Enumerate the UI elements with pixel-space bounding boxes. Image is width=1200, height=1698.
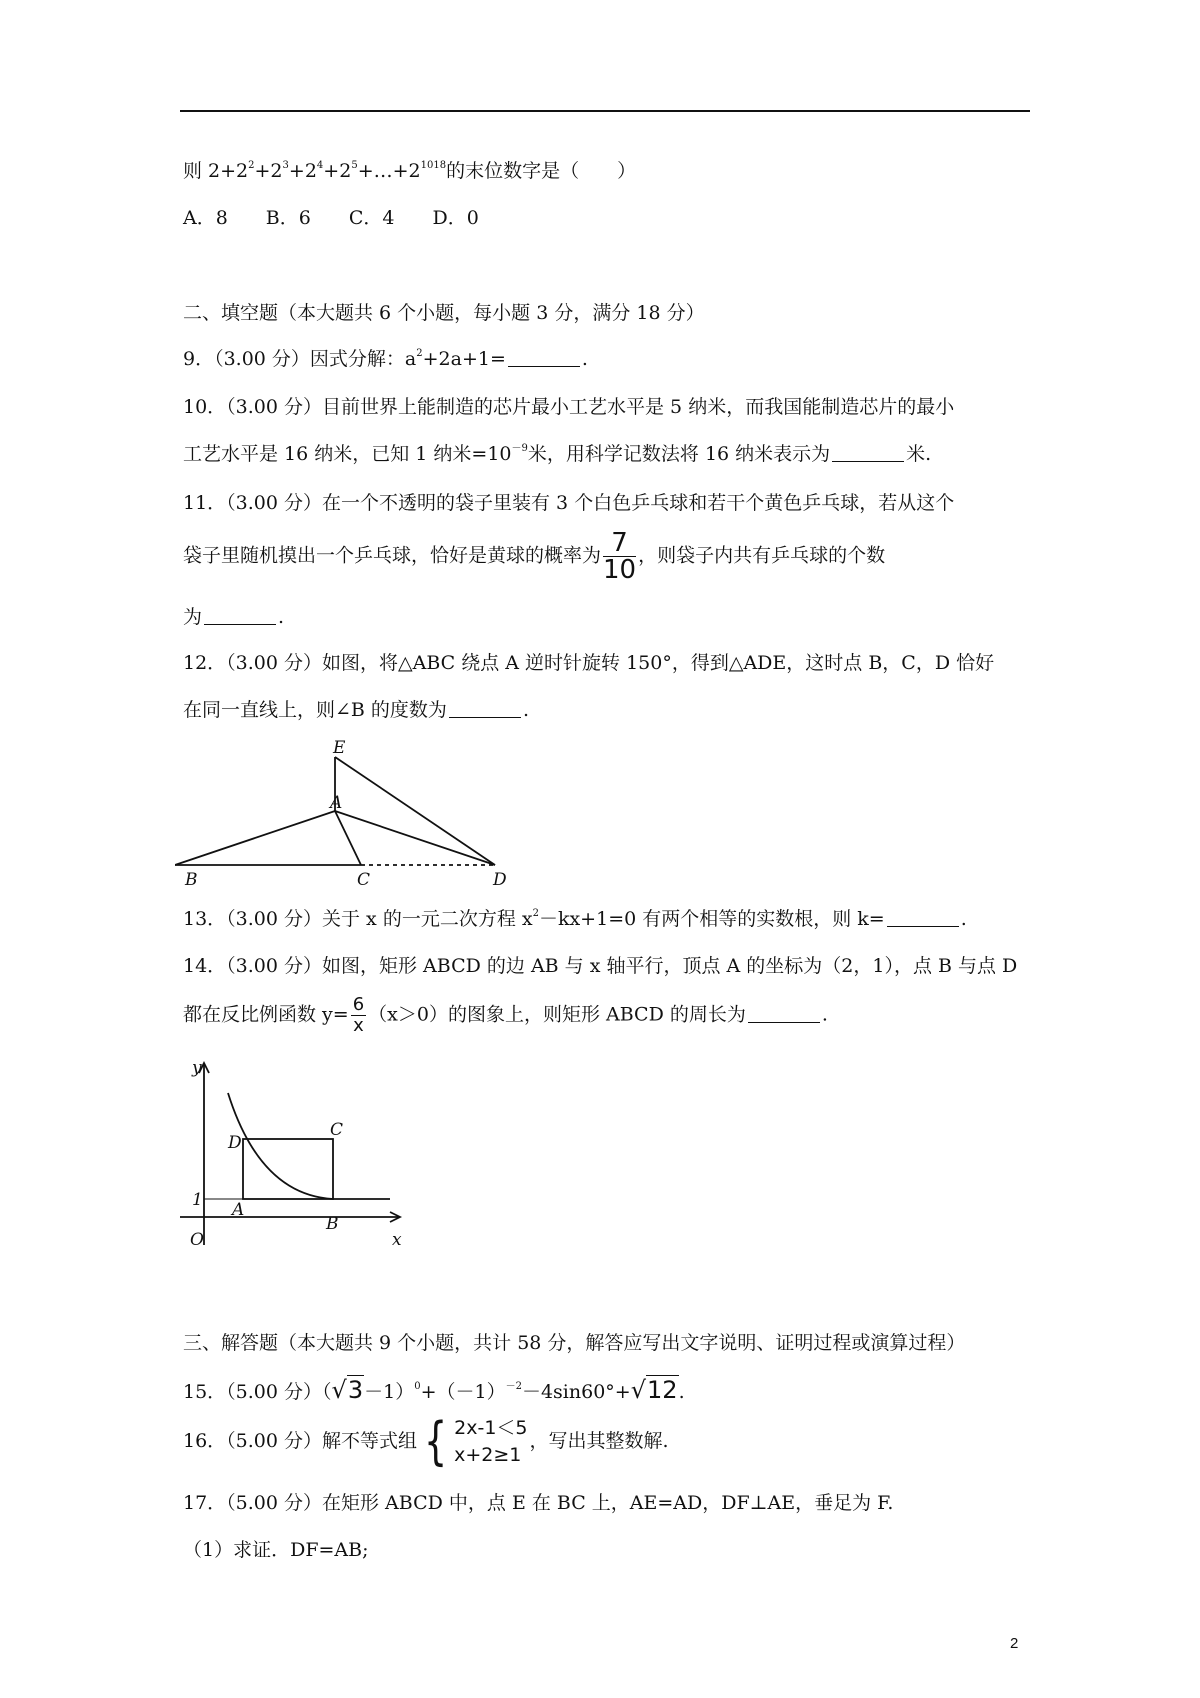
rectangle-hyperbola-figure <box>180 1055 420 1255</box>
answer-blank <box>832 445 904 462</box>
label-C: C <box>330 1120 344 1140</box>
label-B: B <box>326 1214 339 1234</box>
function-fraction: $\frac{6}{x}$ <box>352 994 365 1036</box>
question-12-line1: 12．（3.00 分）如图，将△ABC 绕点 A 逆时针旋转 150°，得到△ADE，这时点 B，C，D 恰好 <box>183 652 995 674</box>
label-D: D <box>493 870 507 890</box>
inequality-system: { 2x-1＜5 x+2≥1 <box>423 1412 528 1472</box>
label-O: O <box>190 1230 204 1250</box>
question-11-line1: 11．（3.00 分）在一个不透明的袋子里装有 3 个白色乒乓球和若干个黄色乒乓球，若从这个 <box>183 492 955 514</box>
section3-header: 三、解答题（本大题共 9 个小题，共计 58 分，解答应写出文字说明、证明过程或演算过程） <box>183 1332 966 1354</box>
probability-fraction: $\frac{7}{10}$ <box>603 528 637 585</box>
page-number: 2 <box>1010 1635 1019 1652</box>
label-x: x <box>392 1230 402 1250</box>
label-B: B <box>185 870 198 890</box>
question-9: 9．（3.00 分）因式分解：$a^2+2a+1=$ . <box>183 348 588 370</box>
answer-blank <box>204 608 276 625</box>
header-rule <box>180 110 1030 112</box>
triangle-rotation-figure <box>175 735 535 890</box>
question-10-line2: 工艺水平是 16 纳米，已知 1 纳米$=10^{-9}$米，用科学记数法将 16 纳米表示为 米. <box>183 443 932 465</box>
section2-header: 二、填空题（本大题共 6 个小题，每小题 3 分，满分 18 分） <box>183 302 705 324</box>
label-D: D <box>228 1133 242 1153</box>
label-A: A <box>330 793 343 813</box>
question-13: 13．（3.00 分）关于 x 的一元二次方程 $x^2-kx+1=0$ 有两个相等的实数根，则 k= . <box>183 908 967 930</box>
label-one: 1 <box>192 1190 203 1210</box>
question-10-line1: 10．（3.00 分）目前世界上能制造的芯片最小工艺水平是 5 纳米，而我国能制造芯片的最小 <box>183 396 955 418</box>
q8-expression: 则 $2+2^2+2^3+2^4+2^5+\dots+2^{1018}$的末位数字是（ ） <box>183 160 637 182</box>
answer-blank <box>508 350 580 367</box>
question-14-line1: 14．（3.00 分）如图，矩形 ABCD 的边 AB 与 x 轴平行，顶点 A 的坐标为（2，1），点 B 与点 D <box>183 955 1018 977</box>
question-14-line2: 都在反比例函数 y= $\frac{6}{x}$ （x＞0）的图象上，则矩形 ABCD 的周长为 . <box>183 994 828 1036</box>
question-12-line2: 在同一直线上，则∠B 的度数为 . <box>183 699 529 721</box>
label-E: E <box>333 738 346 758</box>
label-C: C <box>357 870 371 890</box>
question-17-line1: 17．（5.00 分）在矩形 ABCD 中，点 E 在 BC 上，AE=AD，DF⊥AE，垂足为 F. <box>183 1492 894 1514</box>
answer-blank <box>748 1006 820 1023</box>
q8-choices: A．8 B．6 C．4 D．0 <box>183 207 479 229</box>
answer-blank <box>887 910 959 927</box>
sqrt-3: √3 <box>331 1376 364 1404</box>
answer-blank <box>449 701 521 718</box>
question-17-line2: （1）求证．DF=AB; <box>183 1539 369 1561</box>
sqrt-12: √12 <box>630 1376 678 1404</box>
question-15: 15．（5.00 分）$(√3-1)^0+(-1)^{-2}-4\sin 60^\circ+√12$. <box>183 1376 685 1404</box>
question-11-line2: 袋子里随机摸出一个乒乓球，恰好是黄球的概率为 $\frac{7}{10}$ ，则袋子内共有乒乓球的个数 <box>183 528 886 585</box>
label-A: A <box>232 1200 245 1220</box>
question-16: 16．（5.00 分）解不等式组 { 2x-1＜5 x+2≥1 ，写出其整数解. <box>183 1412 669 1472</box>
label-y: y <box>192 1058 202 1078</box>
question-11-line3: 为 . <box>183 606 285 628</box>
